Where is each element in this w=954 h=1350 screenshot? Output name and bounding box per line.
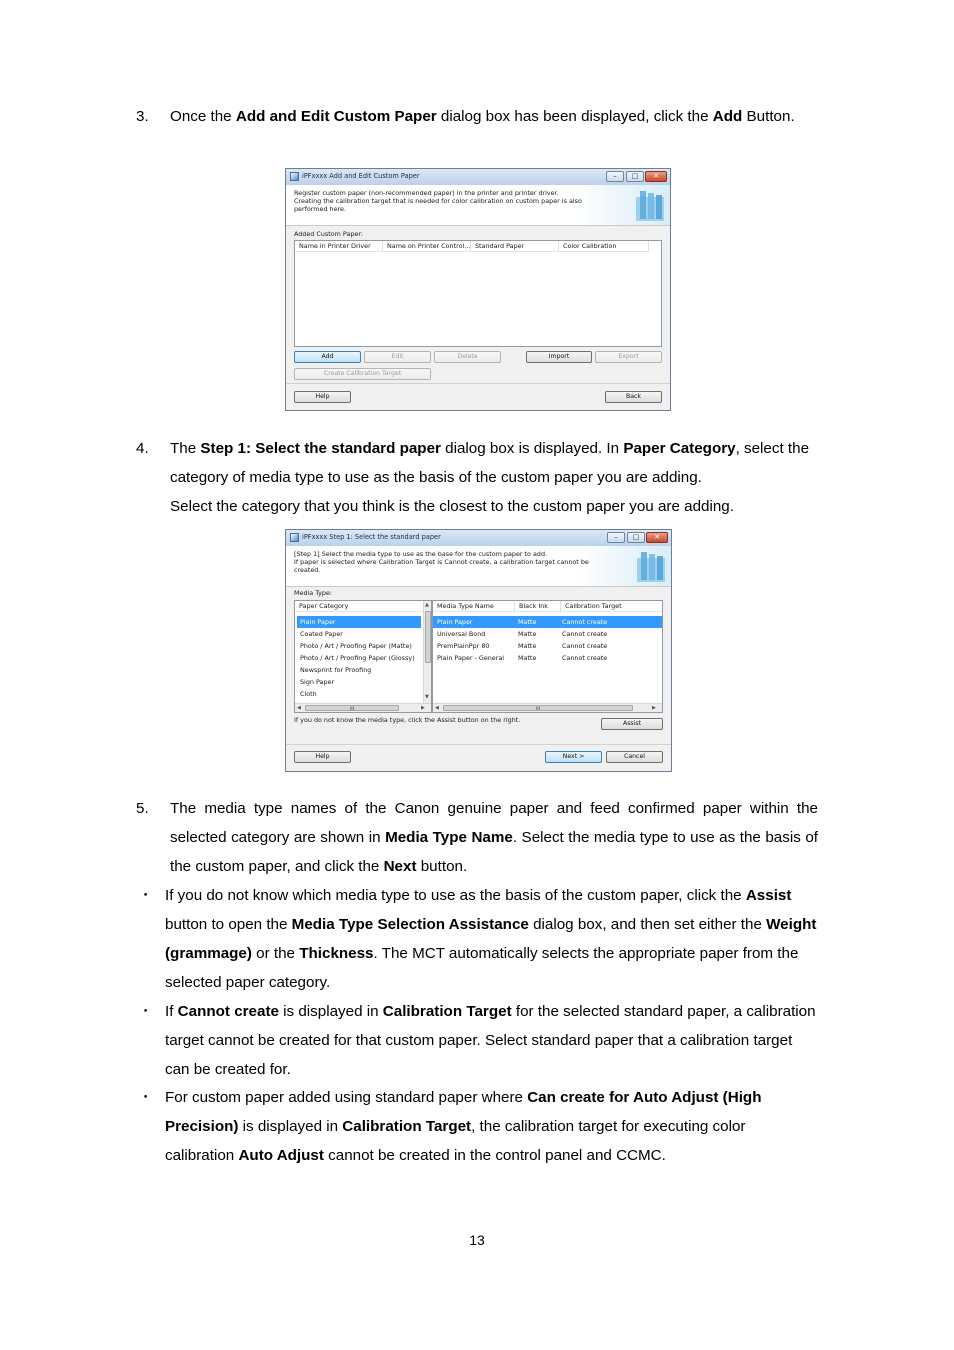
dialog-header bbox=[286, 185, 670, 226]
category-item[interactable]: Plain Paper bbox=[297, 616, 421, 628]
note-text: If you do not know which media type to use as the basis of the custom paper, click the Assist button to open the Media Type Selection Assistance dialog box, and then set either the Weight (grammage) or the Thickness. The MCT automatically selects the appropriate paper from the selected paper category. bbox=[165, 887, 817, 991]
footer-separator bbox=[286, 744, 671, 745]
back-button[interactable]: Back bbox=[605, 391, 662, 403]
category-item[interactable]: Photo / Art / Proofing Paper (Glossy) bbox=[300, 654, 415, 662]
step-3 bbox=[136, 102, 818, 131]
create-calibration-target-button[interactable]: Create Calibration Target bbox=[294, 368, 431, 380]
dialog-header bbox=[286, 546, 671, 587]
step-number: 4. bbox=[136, 440, 149, 457]
assist-button[interactable]: Assist bbox=[601, 718, 663, 730]
bullet-mark: ・ bbox=[138, 1089, 154, 1106]
delete-button[interactable]: Delete bbox=[434, 351, 501, 363]
step-text: The media type names of the Canon genuine paper and feed confirmed paper within the selected category are shown in Media Type Name. Select the media type to use as the basis of the custom paper, and click the Next button. bbox=[170, 800, 818, 875]
note-cannot-create bbox=[138, 997, 818, 1084]
bullet-mark: ・ bbox=[138, 887, 154, 904]
note-text: If Cannot create is displayed in Calibration Target for the selected standard paper, a calibration target cannot be created for that custom paper. Select standard paper that a calibration target can be created for. bbox=[165, 1003, 816, 1078]
table-row[interactable]: Plain Paper Matte Cannot create bbox=[433, 616, 662, 628]
step-text: The Step 1: Select the standard paper dialog box is displayed. In Paper Category, select the category of media type to use as the basis of the custom paper you are adding. Select the category that you think is the closest to the custom paper you are adding. bbox=[170, 434, 818, 521]
help-button[interactable]: Help bbox=[294, 391, 351, 403]
window-title: iPFxxxx Step 1: Select the standard paper bbox=[302, 533, 441, 541]
category-item[interactable]: Newsprint for Proofing bbox=[300, 666, 372, 674]
column-header[interactable]: Standard Paper bbox=[471, 241, 559, 252]
column-header[interactable]: Color Calibration bbox=[559, 241, 649, 252]
scroll-thumb[interactable]: III bbox=[443, 705, 633, 711]
media-type-list[interactable] bbox=[432, 600, 663, 713]
add-button[interactable]: Add bbox=[294, 351, 361, 363]
next-button[interactable]: Next > bbox=[545, 751, 602, 763]
export-button[interactable]: Export bbox=[595, 351, 662, 363]
edit-button[interactable]: Edit bbox=[364, 351, 431, 363]
column-header[interactable]: Calibration Target bbox=[561, 601, 662, 612]
category-item[interactable]: Coated Paper bbox=[300, 630, 343, 638]
scroll-up-arrow[interactable]: ▲ bbox=[425, 602, 429, 608]
column-header[interactable]: Black Ink bbox=[515, 601, 561, 612]
maximize-button[interactable]: □ bbox=[626, 171, 644, 182]
table-row[interactable]: PremPlainPpr 80 Matte Cannot create bbox=[437, 642, 608, 650]
minimize-button[interactable]: – bbox=[606, 171, 624, 182]
step-text: Once the Add and Edit Custom Paper dialog box has been displayed, click the Add Button. bbox=[170, 108, 795, 125]
app-icon bbox=[290, 172, 299, 181]
step-number: 3. bbox=[136, 108, 149, 125]
printer-banner-icon bbox=[630, 187, 668, 223]
cancel-button[interactable]: Cancel bbox=[606, 751, 663, 763]
title-bar[interactable] bbox=[286, 530, 671, 547]
page-number: 13 bbox=[469, 1232, 485, 1248]
bullet-mark: ・ bbox=[138, 1003, 154, 1020]
media-horizontal-scrollbar[interactable] bbox=[433, 703, 662, 712]
help-button[interactable]: Help bbox=[294, 751, 351, 763]
close-button[interactable]: ✕ bbox=[645, 171, 667, 182]
title-bar[interactable] bbox=[286, 169, 670, 186]
media-type-label: Media Type: bbox=[294, 589, 333, 597]
note-assist bbox=[138, 881, 818, 997]
category-item[interactable]: Cloth bbox=[300, 690, 317, 698]
paper-category-header[interactable]: Paper Category bbox=[295, 601, 423, 612]
add-edit-custom-paper-dialog bbox=[285, 168, 671, 411]
added-custom-paper-label: Added Custom Paper: bbox=[294, 230, 364, 238]
category-vertical-scrollbar[interactable] bbox=[423, 601, 431, 703]
category-item[interactable]: Photo / Art / Proofing Paper (Matte) bbox=[300, 642, 412, 650]
minimize-button[interactable]: – bbox=[607, 532, 625, 543]
select-standard-paper-dialog bbox=[285, 529, 672, 772]
close-button[interactable]: ✕ bbox=[646, 532, 668, 543]
step-text-line-2: Select the category that you think is the closest to the custom paper you are adding. bbox=[170, 498, 734, 515]
printer-banner-icon bbox=[631, 548, 669, 584]
column-header[interactable]: Name in Printer Driver bbox=[295, 241, 383, 252]
custom-paper-list[interactable] bbox=[294, 240, 662, 347]
step-4 bbox=[136, 434, 818, 521]
assist-hint: If you do not know the media type, click the Assist button on the right. bbox=[294, 716, 521, 724]
category-horizontal-scrollbar[interactable] bbox=[295, 703, 431, 712]
note-auto-adjust bbox=[138, 1083, 818, 1170]
paper-category-list[interactable] bbox=[294, 600, 432, 713]
maximize-button[interactable]: □ bbox=[627, 532, 645, 543]
step-number: 5. bbox=[136, 800, 149, 817]
footer-separator bbox=[286, 383, 670, 384]
table-row[interactable]: Plain Paper - General Matte Cannot create bbox=[437, 654, 608, 662]
header-description: Register custom paper (non-recommended paper) in the printer and printer driver. Creating the calibration target that is needed for color calibration on custom paper is also performed here. bbox=[294, 189, 582, 213]
scroll-thumb[interactable]: III bbox=[305, 705, 399, 711]
scroll-thumb[interactable] bbox=[425, 611, 431, 663]
scroll-right-arrow[interactable]: ▶ bbox=[652, 705, 656, 711]
import-button[interactable]: Import bbox=[526, 351, 592, 363]
window-title: iPFxxxx Add and Edit Custom Paper bbox=[302, 172, 420, 180]
step-5 bbox=[136, 794, 818, 881]
header-description: [Step 1] Select the media type to use as the base for the custom paper to add. If paper is selected where Calibration Target is Cannot create, a calibration target cannot be created. bbox=[294, 550, 589, 574]
category-item[interactable]: Sign Paper bbox=[300, 678, 335, 686]
app-icon bbox=[290, 533, 299, 542]
scroll-left-arrow[interactable]: ◀ bbox=[297, 705, 301, 711]
note-text: For custom paper added using standard paper where Can create for Auto Adjust (High Precision) is displayed in Calibration Target, the calibration target for executing color calibration Auto Adjust cannot be created in the control panel and CCMC. bbox=[165, 1089, 762, 1164]
scroll-left-arrow[interactable]: ◀ bbox=[435, 705, 439, 711]
table-row[interactable]: Universal Bond Matte Cannot create bbox=[437, 630, 608, 638]
scroll-down-arrow[interactable]: ▼ bbox=[425, 694, 429, 700]
column-header[interactable]: Media Type Name bbox=[433, 601, 515, 612]
scroll-right-arrow[interactable]: ▶ bbox=[421, 705, 425, 711]
column-header[interactable]: Name on Printer Control... bbox=[383, 241, 471, 252]
